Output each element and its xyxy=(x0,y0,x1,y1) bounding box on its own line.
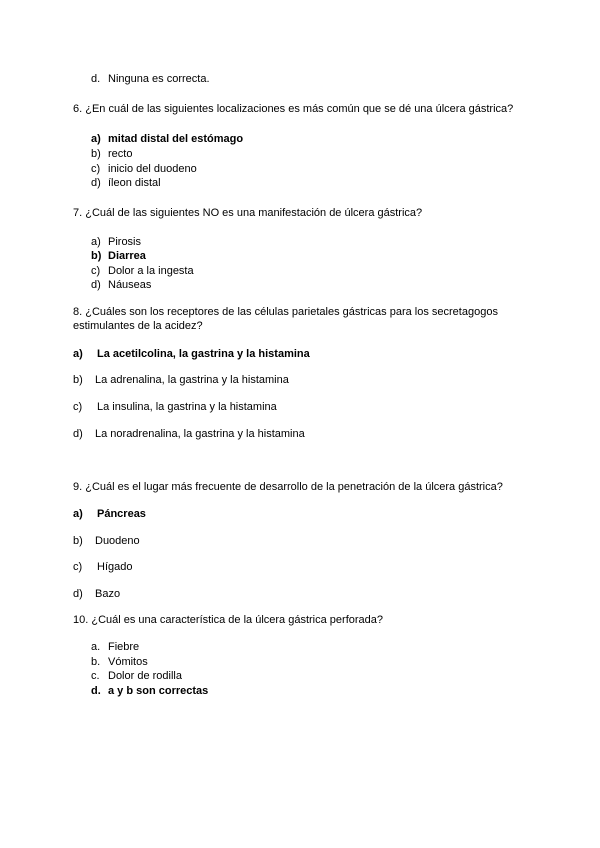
option-letter: b. xyxy=(91,656,101,668)
option-text: inicio del duodeno xyxy=(108,163,197,175)
question-text: 7. ¿Cuál de las siguientes NO es una manifestación de úlcera gástrica? xyxy=(73,207,423,219)
question-text: 10. ¿Cuál es una característica de la úlcera gástrica perforada? xyxy=(73,614,383,626)
option-text-correct: a y b son correctas xyxy=(108,685,209,697)
option-text: Hígado xyxy=(97,561,133,573)
option-text: íleon distal xyxy=(108,177,161,189)
option-letter: d) xyxy=(73,428,83,440)
option-text: Fiebre xyxy=(108,641,140,653)
question-text: estimulantes de la acidez? xyxy=(73,320,203,332)
option-text: La adrenalina, la gastrina y la histamina xyxy=(95,374,289,386)
option-text: Dolor a la ingesta xyxy=(108,265,194,277)
option-text-correct: La acetilcolina, la gastrina y la histamina xyxy=(97,348,310,360)
option-letter: c) xyxy=(73,401,83,413)
option-letter: c) xyxy=(91,163,101,175)
question-text: 9. ¿Cuál es el lugar más frecuente de desarrollo de la penetración de la úlcera gástrica? xyxy=(73,481,503,493)
option-text: Duodeno xyxy=(95,535,140,547)
question-text: 8. ¿Cuáles son los receptores de las células parietales gástricas para los secretagogos xyxy=(73,306,498,318)
option-letter: b) xyxy=(73,535,83,547)
option-letter: d. xyxy=(91,73,101,85)
option-letter: a) xyxy=(91,236,101,248)
option-letter: d) xyxy=(91,279,101,291)
option-text: La insulina, la gastrina y la histamina xyxy=(97,401,277,413)
option-text: Bazo xyxy=(95,588,121,600)
option-letter: c. xyxy=(91,670,100,682)
option-text: La noradrenalina, la gastrina y la histamina xyxy=(95,428,305,440)
option-text-correct: Páncreas xyxy=(97,508,146,520)
option-text: Pirosis xyxy=(108,236,142,248)
option-text: Dolor de rodilla xyxy=(108,670,182,682)
option-text-correct: Diarrea xyxy=(108,250,146,262)
option-letter: c) xyxy=(73,561,83,573)
option-letter: d) xyxy=(91,177,101,189)
option-text: Náuseas xyxy=(108,279,152,291)
option-letter: b) xyxy=(91,148,101,160)
option-letter: a) xyxy=(73,348,83,360)
option-text: Ninguna es correcta. xyxy=(108,73,210,85)
option-letter: b) xyxy=(91,250,102,262)
option-letter: b) xyxy=(73,374,83,386)
option-letter: d. xyxy=(91,685,101,697)
option-text: Vómitos xyxy=(108,656,148,668)
option-letter: a) xyxy=(73,508,83,520)
option-letter: a) xyxy=(91,133,101,145)
option-text-correct: mitad distal del estómago xyxy=(108,133,244,145)
option-letter: a. xyxy=(91,641,101,653)
question-text: 6. ¿En cuál de las siguientes localizaciones es más común que se dé una úlcera gástrica? xyxy=(73,103,514,115)
option-text: recto xyxy=(108,148,133,160)
option-letter: d) xyxy=(73,588,83,600)
option-letter: c) xyxy=(91,265,101,277)
